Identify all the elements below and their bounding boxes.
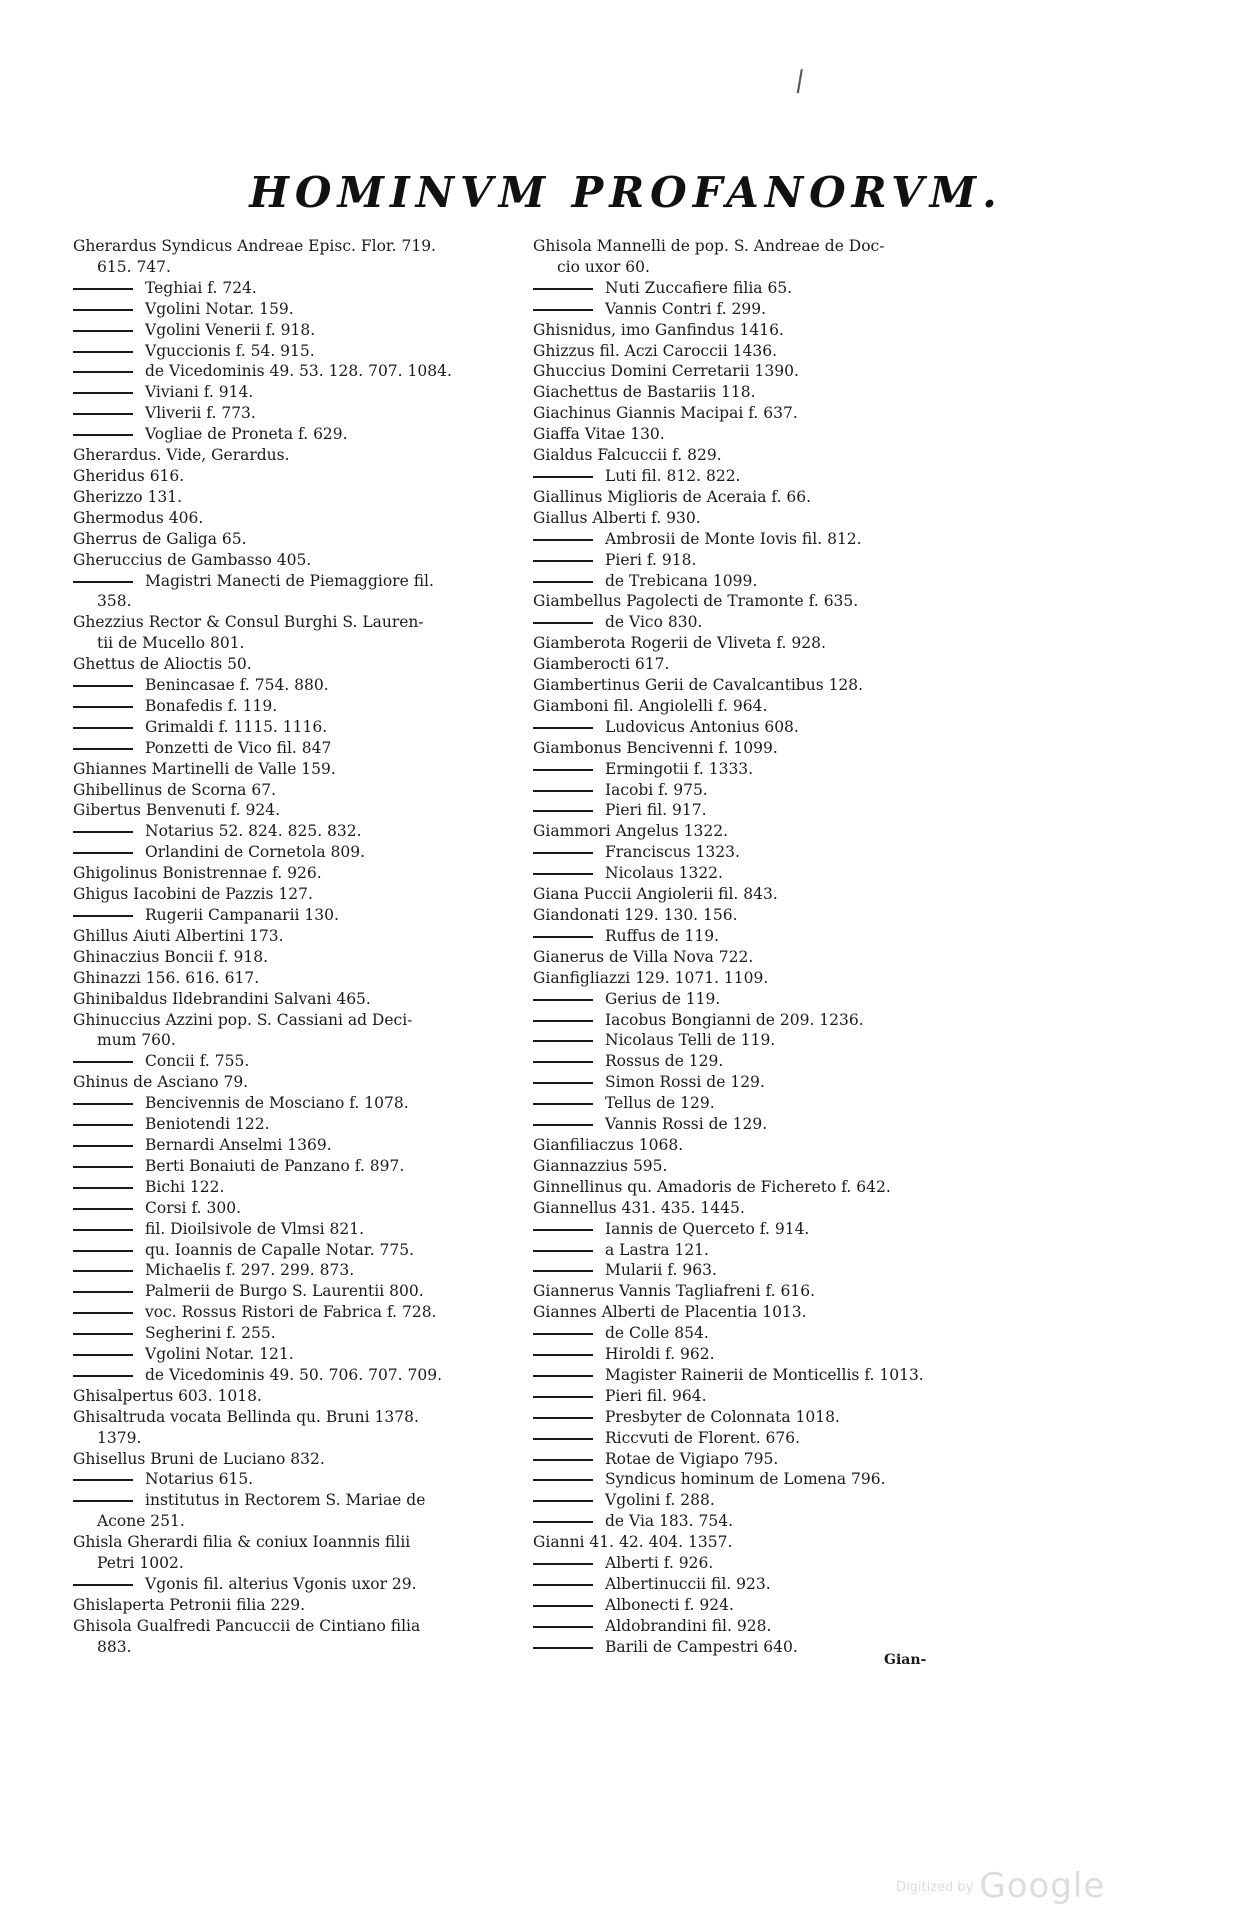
catchword: Gian- [884,1652,927,1668]
entry-sub: Concii f. 755. [73,1051,523,1072]
entry-sub: voc. Rossus Ristori de Fabrica f. 728. [73,1302,523,1323]
entry-heading: Giambertinus Gerii de Cavalcantibus 128. [533,676,864,695]
entry-sub: Viviani f. 914. [73,382,523,403]
entry-sub: Bencivennis de Mosciano f. 1078. [73,1093,523,1114]
entry-sub: Nicolaus 1322. [533,863,973,884]
entry-heading: Giannellus 431. 435. 1445. [533,1198,745,1217]
entry-sub: Ponzetti de Vico fil. 847 [73,738,523,759]
entry-heading: Gialdus Falcuccii f. 829. [533,446,722,465]
entry-heading: Giandonati 129. 130. 156. [533,906,738,924]
entry-sub: fil. Dioilsivole de Vlmsi 821. [73,1219,523,1240]
entry-heading: Giannazzius 595. [533,1156,668,1175]
entry-sub: de Via 183. 754. [533,1511,973,1532]
entry-heading: Giamboni fil. Angiolelli f. 964. [533,696,768,715]
entry-heading: Giachinus Giannis Macipai f. 637. [533,404,798,423]
entry-sub: Vannis Rossi de 129. [533,1114,973,1135]
entry-heading: Giamberota Rogerii de Vliveta f. 928. [533,634,826,653]
entry-heading: Ghibellinus de Scorna 67. [73,780,276,799]
entry-heading: Ghisellus Bruni de Luciano 832. [73,1449,325,1468]
entry-sub: Ruffus de 119. [533,926,973,947]
page-title: HOMINVM PROFANORVM. [249,168,1003,217]
entry-heading: Gianerus de Villa Nova 722. [533,947,754,966]
digitized-watermark [896,1866,1105,1906]
entry-sub: Pieri fil. 917. [533,800,973,821]
entry-heading: Ghiannes Martinelli de Valle 159. [73,759,336,778]
entry-heading: Giambonus Bencivenni f. 1099. [533,738,778,757]
entry-continuation: tii de Mucello 801. [97,634,245,653]
entry-sub: Vgonis fil. alterius Vgonis uxor 29. [73,1574,523,1595]
entry-sub: Vgolini Notar. 159. [73,299,523,320]
entry-sub: Ludovicus Antonius 608. [533,717,973,738]
entry-continuation: Acone 251. [97,1512,185,1531]
entry-heading: Ghisla Gherardi filia & coniux Ioannnis filii [73,1533,411,1552]
entry-sub: Vannis Contri f. 299. [533,299,973,320]
entry-sub: Iannis de Querceto f. 914. [533,1219,973,1240]
entry-heading: Ghislaperta Petronii filia 229. [73,1595,306,1614]
entry-sub: a Lastra 121. [533,1240,973,1261]
entry-continuation: Petri 1002. [97,1554,184,1573]
entry-sub: Notarius 52. 824. 825. 832. [73,821,523,842]
entry-sub: de Vicedominis 49. 50. 706. 707. 709. [73,1365,523,1386]
entry-heading: Ghisaltruda vocata Bellinda qu. Bruni 1378. [73,1407,419,1426]
entry-heading: Ghinibaldus Ildebrandini Salvani 465. [73,989,371,1008]
entry-sub: Gerius de 119. [533,989,973,1010]
entry-heading: Ghizzus fil. Aczi Caroccii 1436. [533,341,778,360]
entry-sub: Iacobi f. 975. [533,780,973,801]
entry-sub: Vgolini f. 288. [533,1490,973,1511]
entry-sub: de Colle 854. [533,1323,973,1344]
entry-heading: Giannerus Vannis Tagliafreni f. 616. [533,1282,815,1301]
entry-sub: Vgolini Notar. 121. [73,1344,523,1365]
entry-sub: Pieri f. 918. [533,550,973,571]
entry-heading: Giaffa Vitae 130. [533,425,665,444]
entry-sub: Rotae de Vigiapo 795. [533,1449,973,1470]
entry-sub: Ermingotii f. 1333. [533,759,973,780]
entry-sub: Berti Bonaiuti de Panzano f. 897. [73,1156,523,1177]
entry-heading: Ghinuccius Azzini pop. S. Cassiani ad Deci- [73,1010,413,1029]
entry-continuation: mum 760. [97,1031,176,1050]
entry-sub: Pieri fil. 964. [533,1386,973,1407]
entry-sub: Teghiai f. 724. [73,278,523,299]
entry-heading: Giana Puccii Angiolerii fil. 843. [533,885,778,904]
entry-heading: Ghezzius Rector & Consul Burghi S. Lauren- [73,613,424,632]
entry-sub: Corsi f. 300. [73,1198,523,1219]
entry-sub: Tellus de 129. [533,1093,973,1114]
entry-heading: Giambellus Pagolecti de Tramonte f. 635. [533,592,859,611]
watermark-brand: Google [979,1866,1106,1906]
entry-sub: Mularii f. 963. [533,1260,973,1281]
entry-heading: Ghillus Aiuti Albertini 173. [73,926,284,945]
entry-heading: Ghisola Mannelli de pop. S. Andreae de Doc- [533,237,885,255]
entry-sub: Notarius 615. [73,1469,523,1490]
entry-heading: Gianni 41. 42. 404. 1357. [533,1533,733,1552]
entry-heading: Gherardus Syndicus Andreae Episc. Flor. 719. [73,237,436,255]
entry-sub: Franciscus 1323. [533,842,973,863]
entry-sub: Hiroldi f. 962. [533,1344,973,1365]
entry-sub: Syndicus hominum de Lomena 796. [533,1469,973,1490]
entry-heading: Ghigolinus Bonistrennae f. 926. [73,864,322,883]
watermark-prefix: Digitized by [896,1880,974,1895]
entry-sub: de Trebicana 1099. [533,571,973,592]
entry-continuation: cio uxor 60. [557,257,650,276]
entry-heading: Gibertus Benvenuti f. 924. [73,801,281,820]
entry-heading: Ghinaczius Boncii f. 918. [73,947,268,966]
entry-sub: qu. Ioannis de Capalle Notar. 775. [73,1240,523,1261]
entry-heading: Ghisnidus, imo Ganfindus 1416. [533,320,784,339]
entry-sub: Bichi 122. [73,1177,523,1198]
entry-sub: Simon Rossi de 129. [533,1072,973,1093]
entry-sub: Vliverii f. 773. [73,403,523,424]
entry-heading: Giallinus Miglioris de Aceraia f. 66. [533,487,812,506]
entry-heading: Ghettus de Alioctis 50. [73,655,252,674]
entry-heading: Gherizzo 131. [73,487,183,506]
entry-sub: Vgolini Venerii f. 918. [73,320,523,341]
entry-heading: Giallus Alberti f. 930. [533,508,701,527]
entry-heading: Gianfigliazzi 129. 1071. 1109. [533,968,769,987]
entry-heading: Giachettus de Bastariis 118. [533,383,756,402]
entry-continuation: 883. [97,1637,132,1656]
entry-heading: Giamberocti 617. [533,655,670,674]
entry-sub: Michaelis f. 297. 299. 873. [73,1260,523,1281]
entry-heading: Gheridus 616. [73,466,185,485]
entry-sub: Bonafedis f. 119. [73,696,523,717]
entry-sub: Presbyter de Colonnata 1018. [533,1407,973,1428]
entry-sub: Palmerii de Burgo S. Laurentii 800. [73,1281,523,1302]
index-column-left [73,236,523,1658]
entry-sub: Magistri Manecti de Piemaggiore fil. [73,571,523,592]
entry-heading: Gherardus. Vide, Gerardus. [73,446,290,465]
entry-sub: Segherini f. 255. [73,1323,523,1344]
entry-heading: Ghisalpertus 603. 1018. [73,1386,262,1405]
entry-sub: Beniotendi 122. [73,1114,523,1135]
entry-heading: Ghinus de Asciano 79. [73,1073,249,1092]
entry-heading: Giannes Alberti de Placentia 1013. [533,1303,807,1322]
entry-heading: Gherrus de Galiga 65. [73,529,247,548]
entry-sub: Vguccionis f. 54. 915. [73,341,523,362]
entry-sub: Nicolaus Telli de 119. [533,1030,973,1051]
entry-sub: Luti fil. 812. 822. [533,466,973,487]
entry-sub: Alberti f. 926. [533,1553,973,1574]
entry-heading: Ginnellinus qu. Amadoris de Fichereto f. 642. [533,1177,891,1196]
index-column-right [533,236,973,1658]
entry-heading: Ghigus Iacobini de Pazzis 127. [73,885,313,904]
entry-continuation: 615. 747. [97,257,171,276]
entry-sub: Riccvuti de Florent. 676. [533,1428,973,1449]
entry-sub: Rossus de 129. [533,1051,973,1072]
entry-sub: Iacobus Bongianni de 209. 1236. [533,1010,973,1031]
pencil-mark: / [792,63,807,98]
entry-heading: Ghermodus 406. [73,508,204,527]
entry-sub: Grimaldi f. 1115. 1116. [73,717,523,738]
entry-sub: institutus in Rectorem S. Mariae de [73,1490,523,1511]
entry-sub: Bernardi Anselmi 1369. [73,1135,523,1156]
entry-continuation: 1379. [97,1428,142,1447]
entry-sub: Aldobrandini fil. 928. [533,1616,973,1637]
entry-sub: Vogliae de Proneta f. 629. [73,424,523,445]
entry-continuation: 358. [97,592,132,611]
entry-sub: Ambrosii de Monte Iovis fil. 812. [533,529,973,550]
entry-sub: Rugerii Campanarii 130. [73,905,523,926]
entry-heading: Ghisola Gualfredi Pancuccii de Cintiano filia [73,1616,421,1635]
entry-sub: Orlandini de Cornetola 809. [73,842,523,863]
entry-sub: Nuti Zuccafiere filia 65. [533,278,973,299]
entry-sub: Benincasae f. 754. 880. [73,675,523,696]
entry-sub: de Vico 830. [533,612,973,633]
entry-heading: Gheruccius de Gambasso 405. [73,550,312,569]
entry-heading: Ghuccius Domini Cerretarii 1390. [533,362,799,381]
entry-heading: Ghinazzi 156. 616. 617. [73,968,260,987]
entry-sub: Albertinuccii fil. 923. [533,1574,973,1595]
entry-sub: de Vicedominis 49. 53. 128. 707. 1084. [73,361,523,382]
entry-sub: Magister Rainerii de Monticellis f. 1013. [533,1365,973,1386]
entry-sub: Alboneсti f. 924. [533,1595,973,1616]
entry-sub: Barili de Campestri 640. [533,1637,973,1658]
entry-heading: Giammori Angelus 1322. [533,822,729,841]
entry-heading: Gianfiliaczus 1068. [533,1135,684,1154]
